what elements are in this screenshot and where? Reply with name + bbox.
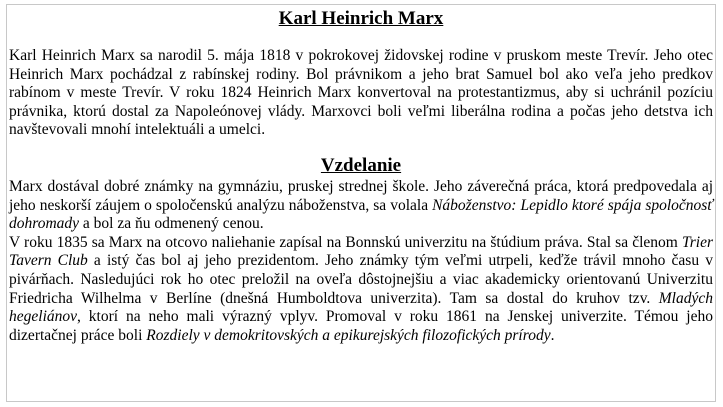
group-name: Mladých hegeliánov <box>9 289 713 326</box>
education-paragraph-1 <box>9 178 713 234</box>
intro-paragraph: Karl Heinrich Marx sa narodil 5. mája 1818 v pokrokovej židovskej rodine v pruskom meste Trevír. Jeho otec Heinrich Marx pochádzal z rabínskej rodiny. Bol právnikom a jeho brat Samuel bol ako veľa jeho predkov rabínom v meste Trevír. V roku 1824 Heinrich Marx konvertoval na protestantizmus, aby si uchránil pozíciu právnika, ktorú dostal za Napoleónovej vlády. Marxovci boli veľmi liberálna rodina a počas jeho detstva ich navštevovali mnohí intelektuáli a umelci. <box>9 47 713 139</box>
section-heading-text: Vzdelanie <box>320 154 402 176</box>
spacer <box>9 31 713 47</box>
document-page <box>6 4 716 402</box>
text-run: , ktorí na neho mali výrazný vplyv. Promoval v roku 1861 na Jenskej univerzite. Témou jeho dizertačnej práce boli <box>9 308 713 344</box>
spacer <box>9 140 713 154</box>
dissertation-title: Rozdiely v demokritovských a epikurejských filozofických prírody <box>146 326 551 344</box>
text-run: V roku 1835 sa Marx na otcovo naliehanie zapísal na Bonnskú univerzitu na štúdium práva. Stal sa členom <box>9 233 682 251</box>
text-run: a bol za ňu odmenený cenou. <box>79 215 264 233</box>
page-title-text: Karl Heinrich Marx <box>278 8 444 29</box>
thesis-title: Náboženstvo: Lepidlo ktoré spája spoločnosť dohromady <box>9 196 713 233</box>
text-run: Marx dostával dobré známky na gymnáziu, pruskej strednej škole. Jeho záverečná práca, ktorá predpovedala aj jeho neskorší záujem o spoločenskú analýzu náboženstva, sa volala <box>9 177 713 214</box>
page-title <box>9 7 713 31</box>
text-run: . <box>550 326 555 344</box>
text-run: a istý čas bol aj jeho prezidentom. Jeho známky tým veľmi utrpeli, keďže trávil mnoho času v pivárňach. Nasledujúci rok ho otec preložil na oveľa dôstojnejšiu a viac akademicky orientovanú Univerzitu Friedricha Wilhelma v Berlíne (dnešná Humboldtova univerzita). Tam sa dostal do kruhov tzv. <box>9 252 713 307</box>
section-heading <box>9 154 713 178</box>
club-name: Trier Tavern Club <box>9 233 713 270</box>
education-paragraph-2 <box>9 234 713 346</box>
